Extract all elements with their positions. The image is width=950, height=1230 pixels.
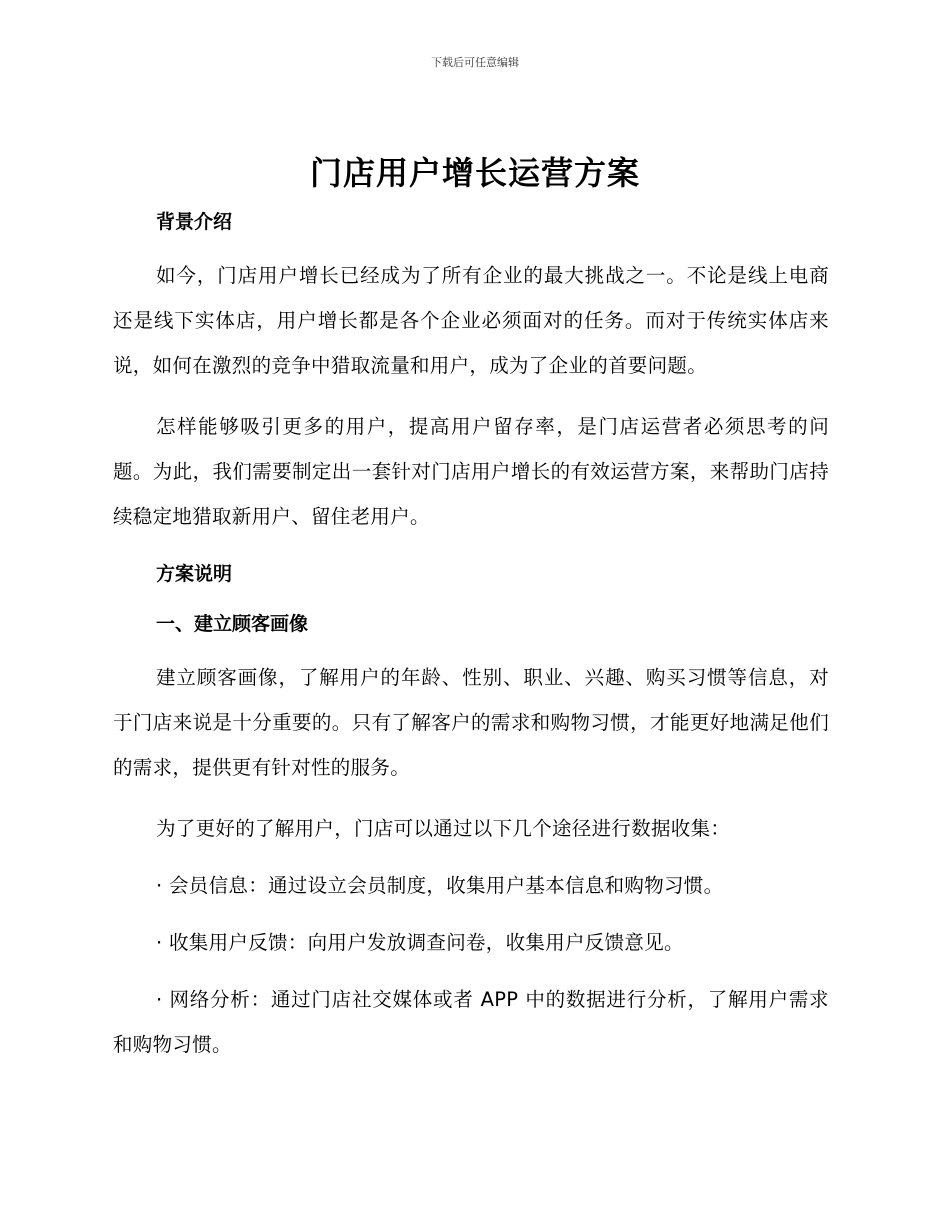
header-note: 下载后可任意编辑 bbox=[431, 56, 519, 69]
paragraph: 怎样能够吸引更多的用户，提高用户留存率，是门店运营者必须思考的问题。为此，我们需要制定出一套针对门店用户增长的有效运营方案，来帮助门店持续稳定地猎取新用户、留住老用户。 bbox=[113, 415, 829, 528]
document-title: 门店用户增长运营方案 bbox=[309, 154, 640, 192]
bullet-item-network-analysis: · 网络分析：通过门店社交媒体或者 APP 中的数据进行分析，了解用户需求和购物习惯。 bbox=[113, 988, 829, 1056]
section-heading-background: 背景介绍 bbox=[156, 211, 233, 233]
subsection-heading-customer-profile: 一、建立顾客画像 bbox=[156, 613, 309, 635]
bullet-item-feedback: · 收集用户反馈：向用户发放调查问卷，收集用户反馈意见。 bbox=[156, 931, 684, 954]
paragraph: 建立顾客画像，了解用户的年龄、性别、职业、兴趣、购买习惯等信息，对于门店来说是十分重要的。只有了解客户的需求和购物习惯，才能更好地满足他们的需求，提供更有针对性的服务。 bbox=[113, 666, 829, 779]
document-body bbox=[113, 203, 829, 1067]
section-heading-plan: 方案说明 bbox=[156, 563, 233, 585]
bullet-item-member-info: · 会员信息：通过设立会员制度，收集用户基本信息和购物习惯。 bbox=[156, 874, 724, 897]
paragraph: 为了更好的了解用户，门店可以通过以下几个途径进行数据收集： bbox=[156, 817, 731, 840]
paragraph: 如今，门店用户增长已经成为了所有企业的最大挑战之一。不论是线上电商还是线下实体店，用户增长都是各个企业必须面对的任务。而对于传统实体店来说，如何在激烈的竞争中猎取流量和用户，成为了企业的首要问题。 bbox=[113, 264, 829, 377]
